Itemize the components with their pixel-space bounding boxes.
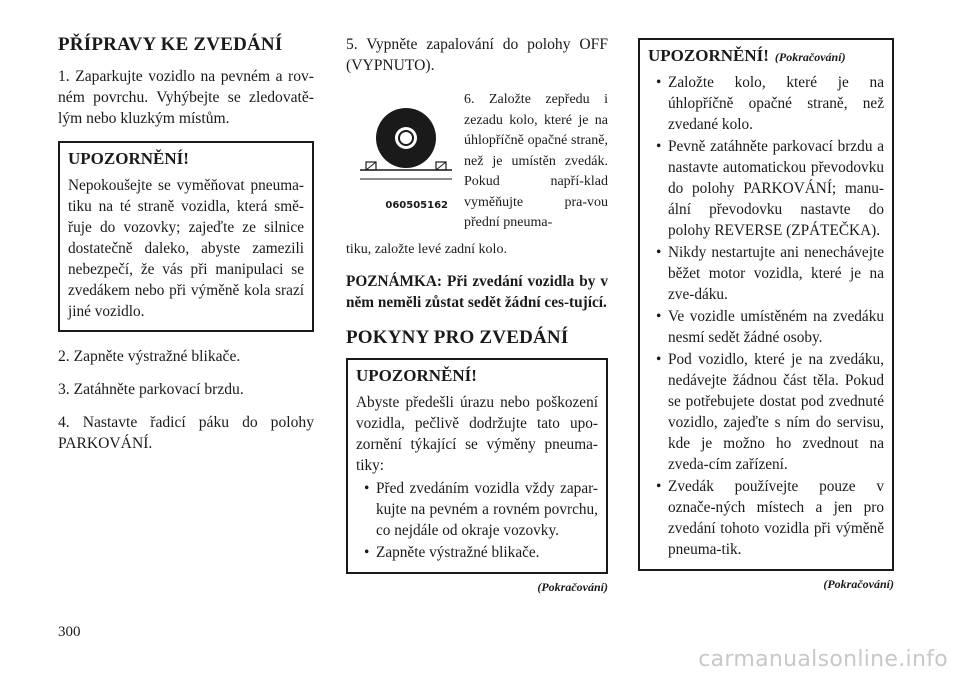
note: POZNÁMKA: Při zvedání vozidla by v něm neměli zůstat sedět žádní ces-tující. (346, 272, 608, 311)
continued-label: (Pokračování) (537, 580, 608, 595)
column-middle (346, 34, 608, 595)
warning-box-2 (346, 358, 608, 574)
warning-title: UPOZORNĚNÍ! (68, 148, 189, 168)
warning-bullet: • Zapněte výstražné blikače. (356, 542, 598, 563)
wheel-chock-illustration (358, 90, 454, 194)
step-4: 4. Nastavte řadicí páku do polohy PARKOVÁNÍ. (58, 413, 314, 452)
step-3: 3. Zatáhněte parkovací brzdu. (58, 380, 244, 398)
watermark: carmanualsonline.info (698, 647, 948, 672)
step-6-continued: tiku, založte levé zadní kolo. (346, 242, 507, 257)
warning-bullets (648, 72, 884, 560)
warning-bullet: • Založte kolo, které je na úhlopříčně opačné straně, než zvedané kolo. (648, 72, 884, 135)
warning-title-text: UPOZORNĚNÍ! (648, 46, 769, 65)
column-left (58, 34, 314, 466)
warning-title-continued: (Pokračování) (774, 50, 846, 64)
warning-text: Nepokoušejte se vyměňovat pneuma-tiku na té straně vozidla, která smě-řuje do vozovky; zajeďte ze silnice dostatečně daleko, abyste zamezili nebezpečí, že vás při manipulaci se zvedákem nebo při výměně kola srazí jiné vozidlo. (68, 176, 304, 320)
warning-bullet: • Před zvedáním vozidla vždy zapar-kujte na pevném a rovném povrchu, co nejdále od okraje vozovky. (356, 478, 598, 541)
column-right (638, 34, 894, 592)
figure-id: 060505162 (385, 200, 448, 211)
step-2: 2. Zapněte výstražné blikače. (58, 347, 241, 365)
step-1: 1. Zaparkujte vozidlo na pevném a rov-ném povrchu. Vyhýbejte se zledovatě-lým nebo kluzkým místům. (58, 67, 314, 127)
warning-intro: Abyste předešli úrazu nebo poškození vozidla, pečlivě dodržujte tato upo-zornění týkající se výměny pneuma-tiky: (356, 394, 598, 475)
page-number: 300 (58, 624, 81, 640)
wheel-chock-figure (346, 90, 608, 240)
warning-bullet: • Ve vozidle umístěném na zvedáku nesmí sedět žádné osoby. (648, 306, 884, 348)
warning-box-3 (638, 38, 894, 571)
warning-bullet: • Pevně zatáhněte parkovací brzdu a nastavte automatickou převodovku do polohy PARKOVÁNÍ; manu-ální převodovku nastavte do polohy REVERSE (ZPÁTEČKA). (648, 136, 884, 241)
step-6: 6. Založte zepředu i zezadu kolo, které je na úhlopříčně opačné straně, než je umístěn zvedák. Pokud napří-klad vyměňujte pra-vou přední pneuma- (464, 92, 608, 230)
warning-bullet: • Nikdy nestartujte ani nenechávejte běžet motor vozidla, které je na zve-dáku. (648, 242, 884, 305)
warning-title (648, 46, 884, 66)
section-heading-jacking: POKYNY PRO ZVEDÁNÍ (346, 326, 569, 348)
step-5: 5. Vypněte zapalování do polohy OFF (VYPNUTO). (346, 36, 608, 74)
continued-label: (Pokračování) (823, 577, 894, 591)
warning-bullets (356, 478, 598, 563)
section-heading-preparation: PŘÍPRAVY KE ZVEDÁNÍ (58, 34, 283, 55)
warning-title: UPOZORNĚNÍ! (356, 366, 477, 386)
warning-bullet: • Pod vozidlo, které je na zvedáku, nedávejte žádnou část těla. Pokud se potřebujete dostat pod zvednuté vozidlo, zajeďte s ním do servisu, kde je možno ho zvednout na zveda-cím zařízení. (648, 349, 884, 475)
warning-box-1 (58, 141, 314, 332)
warning-bullet: • Zvedák používejte pouze v označe-ných místech a jen pro zvedání tohoto vozidla při výměně pneuma-tik. (648, 476, 884, 560)
